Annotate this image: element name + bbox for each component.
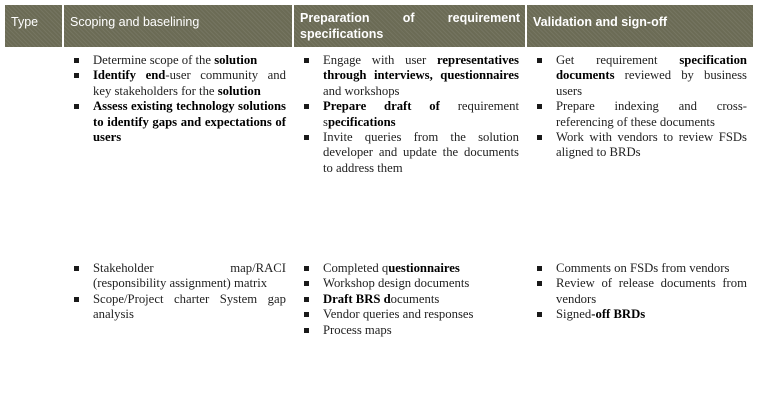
item-text: Workshop design documents bbox=[323, 276, 470, 291]
header-preparation bbox=[293, 4, 526, 48]
item-text: Determine scope of the bbox=[93, 53, 215, 67]
activities-scoping-list bbox=[64, 49, 292, 147]
bullet-icon bbox=[304, 266, 309, 271]
item-text: specification documents bbox=[556, 53, 747, 83]
list-item bbox=[535, 307, 747, 322]
list-item bbox=[72, 292, 286, 323]
bullet-icon bbox=[537, 104, 542, 109]
item-text: Completed q bbox=[323, 261, 389, 275]
item-text: Review of release documents from vendors bbox=[556, 276, 747, 306]
requirements-table bbox=[3, 3, 755, 402]
bullet-icon bbox=[304, 104, 309, 109]
bullet-icon bbox=[74, 297, 79, 302]
activities-scoping-cell bbox=[63, 48, 293, 256]
activities-label: Activities bbox=[33, 190, 48, 238]
deliverables-label: Deliverables bbox=[33, 316, 48, 383]
header-validation bbox=[526, 4, 754, 48]
deliverables-preparation-cell bbox=[293, 256, 526, 401]
item-text: Comments on FSDs from vendors bbox=[556, 261, 730, 275]
bullet-icon bbox=[304, 297, 309, 302]
item-text: Engage with user bbox=[323, 53, 438, 67]
bullet-icon bbox=[304, 328, 309, 333]
deliverables-type-cell bbox=[4, 256, 63, 401]
item-text: solution bbox=[214, 53, 258, 67]
item-text: Scope/Project charter System gap analysis bbox=[93, 291, 286, 322]
header-scoping-label: Scoping and baselining bbox=[70, 15, 200, 29]
activities-preparation-list bbox=[294, 49, 525, 178]
list-item bbox=[302, 323, 519, 338]
list-item bbox=[535, 276, 747, 307]
header-type-label: Type bbox=[11, 15, 39, 29]
deliverables-scoping-list bbox=[64, 257, 292, 325]
bullet-icon bbox=[74, 73, 79, 78]
bullet-icon bbox=[537, 266, 542, 271]
list-item bbox=[302, 292, 519, 307]
deliverables-scoping-cell bbox=[63, 256, 293, 401]
bullet-icon bbox=[304, 58, 309, 63]
list-item bbox=[535, 130, 747, 161]
deliverables-validation-cell bbox=[526, 256, 754, 401]
item-text: Stakeholder map/RACI (responsibility assignment) matrix bbox=[93, 261, 286, 291]
bullet-icon bbox=[537, 58, 542, 63]
list-item bbox=[302, 53, 519, 99]
list-item bbox=[302, 261, 519, 276]
activities-preparation-cell bbox=[293, 48, 526, 256]
item-text: solution bbox=[217, 83, 261, 98]
activities-row bbox=[4, 48, 754, 256]
activities-validation-cell bbox=[526, 48, 754, 256]
list-item bbox=[535, 261, 747, 276]
bullet-icon bbox=[74, 104, 79, 109]
list-item bbox=[535, 53, 747, 99]
item-text: Process maps bbox=[323, 322, 392, 337]
header-preparation-label: Preparation of requirement specifications bbox=[300, 11, 520, 41]
item-text: Invite queries from the solution developer and update the documents to address them bbox=[323, 130, 519, 175]
list-item bbox=[302, 99, 519, 130]
item-text: pecifications bbox=[327, 114, 396, 129]
activities-type-cell bbox=[4, 48, 63, 256]
item-text: requirement s bbox=[323, 99, 519, 129]
header-validation-label: Validation and sign-off bbox=[533, 15, 668, 29]
bullet-icon bbox=[304, 135, 309, 140]
list-item bbox=[72, 68, 286, 99]
item-text: Vendor queries and responses bbox=[323, 307, 474, 322]
bullet-icon bbox=[74, 266, 79, 271]
item-text: Work with vendors to review FSDs aligned to BRDs bbox=[556, 130, 747, 160]
item-text: Assess existing technology solutions to identify gaps and expectations of users bbox=[93, 99, 286, 145]
deliverables-row bbox=[4, 256, 754, 401]
item-text: and workshops bbox=[323, 83, 400, 98]
item-text: Identify end bbox=[93, 68, 166, 83]
item-text: reviewed by business users bbox=[556, 68, 747, 98]
bullet-icon bbox=[74, 58, 79, 63]
list-item bbox=[72, 99, 286, 145]
list-item bbox=[72, 53, 286, 68]
activities-validation-list bbox=[527, 49, 753, 163]
header-scoping bbox=[63, 4, 293, 48]
header-type bbox=[4, 4, 63, 48]
item-text: ocuments bbox=[390, 291, 440, 306]
item-text: uestionnaires bbox=[388, 261, 460, 275]
list-item bbox=[302, 276, 519, 291]
list-item bbox=[535, 99, 747, 130]
list-item bbox=[302, 307, 519, 322]
bullet-icon bbox=[537, 135, 542, 140]
item-text: Signed bbox=[556, 307, 592, 322]
bullet-icon bbox=[304, 312, 309, 317]
item-text: -user community and key stakeholders for the bbox=[93, 68, 286, 98]
list-item bbox=[302, 130, 519, 176]
header-row bbox=[4, 4, 754, 48]
bullet-icon bbox=[304, 281, 309, 286]
bullet-icon bbox=[537, 281, 542, 286]
item-text: -off BRDs bbox=[591, 307, 646, 322]
item-text: representatives through interviews, questionnaires bbox=[323, 53, 519, 83]
deliverables-preparation-list bbox=[294, 257, 525, 340]
list-item bbox=[72, 261, 286, 292]
bullet-icon bbox=[537, 312, 542, 317]
deliverables-validation-list bbox=[527, 257, 753, 325]
item-text: Prepare indexing and cross-referencing of these documents bbox=[556, 99, 747, 129]
item-text: Prepare draft of bbox=[323, 99, 440, 114]
item-text: Draft BRS d bbox=[323, 291, 391, 306]
item-text: Get requirement bbox=[556, 53, 680, 67]
